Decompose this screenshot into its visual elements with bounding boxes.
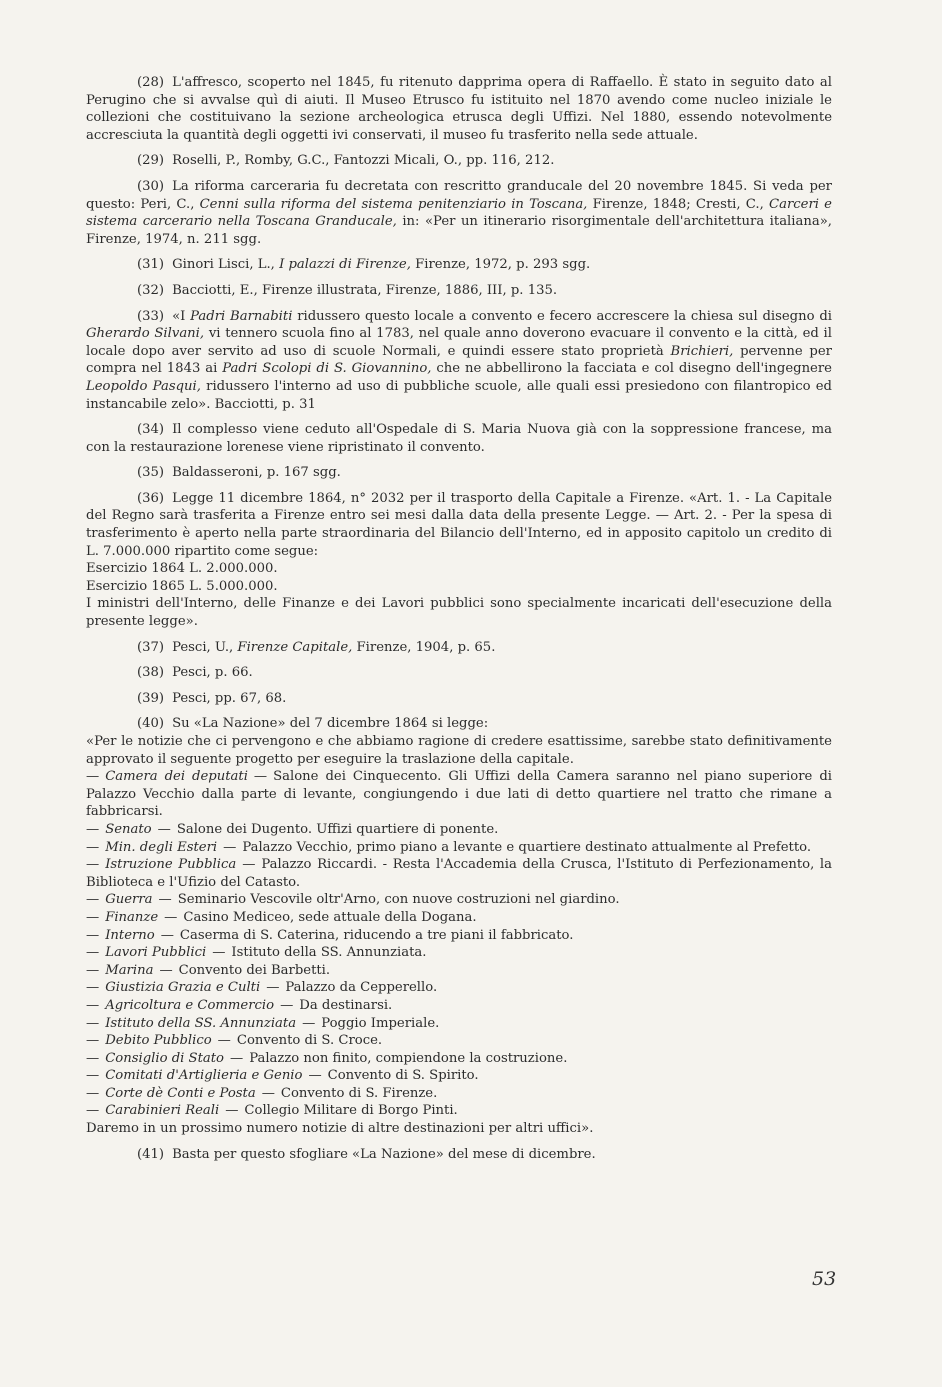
- ministry-destination: Salone dei Cinquecento. Gli Uffizi della Camera saranno nel piano superiore di Palazzo Vecchio dalla parte di levante, congiungendo i due lati di detto quartiere nel tratto che rimane a fabbricarsi.: [86, 769, 832, 820]
- dash-mark: —: [86, 1015, 100, 1031]
- ministry-name: Giustizia Grazia e Culti: [105, 980, 261, 996]
- ministry-name: Senato: [105, 821, 152, 837]
- dash-mark: —: [159, 962, 173, 978]
- dash-mark: —: [86, 927, 100, 943]
- ministry-destination: Poggio Imperiale.: [321, 1015, 440, 1031]
- footnote-38: (38) Pesci, p. 66.: [137, 665, 253, 681]
- ministry-destination: Seminario Vescovile oltr'Arno, con nuove costruzioni nel giardino.: [177, 892, 620, 908]
- ministry-destination: Istituto della SS. Annunziata.: [231, 945, 427, 961]
- title-cenni-sulla-riforma: Cenni sulla riforma del sistema penitenziario in Toscana,: [199, 196, 588, 212]
- ministry-list-item: [86, 927, 832, 945]
- dash-mark: —: [86, 821, 100, 837]
- ministry-list: [86, 768, 832, 1120]
- ministry-destination: Convento di S. Firenze.: [280, 1085, 438, 1101]
- ministry-list-item: [86, 839, 832, 857]
- ministry-list-item: [86, 1032, 832, 1050]
- ministry-list-item: [86, 768, 832, 821]
- footnote-28: (28) L'affresco, scoperto nel 1845, fu ritenuto dapprima opera di Raffaello. È stato in seguito dato al Perugino che si avvalse quì di aiuti. Il Museo Etrusco fu istituito nel 1870 avendo come nucleo iniziale le collezioni che costituivano la sezione archeologica etrusca degli Uffizi. Nel 1880, essendo notevolmente accresciuta la quantità degli oggetti ivi conservati, il museo fu trasferito nella sede attuale.: [86, 75, 832, 143]
- ministry-destination: Palazzo Riccardi. - Resta l'Accademia della Crusca, l'Istituto di Perfezionamento, la Biblioteca e l'Ufizio del Catasto.: [86, 857, 832, 890]
- dash-mark: —: [308, 1068, 322, 1084]
- dash-mark: —: [158, 892, 172, 908]
- ministry-name: Istituto della SS. Annunziata: [105, 1015, 297, 1031]
- footnote-41: (41) Basta per questo sfogliare «La Nazione» del mese di dicembre.: [137, 1146, 596, 1162]
- ministry-list-item: [86, 1015, 832, 1033]
- ministry-list-item: [86, 891, 832, 909]
- footnote-40-intro: «Per le notizie che ci pervengono e che abbiamo ragione di credere esattissime, sarebbe stato definitivamente approvato il seguente progetto per eseguire la traslazione della capitale.: [86, 734, 832, 767]
- ministry-name: Comitati d'Artiglieria e Genio: [105, 1068, 303, 1084]
- ministry-destination: Palazzo non finito, compiendone la costruzione.: [249, 1050, 568, 1066]
- ministry-list-item: [86, 856, 832, 891]
- dash-mark: —: [86, 1050, 100, 1066]
- dash-mark: —: [223, 839, 237, 855]
- footnotes-page: [86, 74, 832, 1171]
- ministry-list-item: [86, 1085, 832, 1103]
- dash-mark: —: [86, 909, 100, 925]
- dash-mark: —: [86, 892, 100, 908]
- ministry-name: Carabinieri Reali: [105, 1103, 220, 1119]
- ministry-destination: Palazzo da Cepperello.: [285, 980, 438, 996]
- footnote-40-closing: Daremo in un prossimo numero notizie di altre destinazioni per altri uffici».: [86, 1121, 594, 1137]
- footnote-30: (30) La riforma carceraria fu decretata con rescritto granducale del 20 novembre 1845. Si veda per questo: Peri, C., Cenni sulla riforma del sistema penitenziario in Toscana, Firenze, 1848; Cresti, C., Carceri e sistema carcerario nella Toscana Granducale, in: «Per un itinerario risorgimentale dell'architettura italiana», Firenze, 1974, n. 211 sgg.: [86, 178, 832, 247]
- dash-mark: —: [230, 1050, 244, 1066]
- dash-mark: —: [86, 1103, 100, 1119]
- footnote-33: (33) «I Padri Barnabiti ridussero questo locale a convento e fecero accrescere la chiesa sul disegno di Gherardo Silvani, vi tennero scuola fino al 1783, nel quale anno doverono evacuare il convento e la città, ed il locale dopo aver servito ad uso di scuole Normali, e quindi essere stato proprietà Brichieri, pervenne per compra nel 1843 ai Padri Scolopi di S. Giovannino, che ne abbellirono la facciata e col disegno dell'ingegnere Leopoldo Pasqui, ridussero l'interno ad uso di pubbliche scuole, alle quali essi presiedono con filantropico ed instancabile zelo». Bacciotti, p. 31: [86, 308, 832, 412]
- footnote-35: (35) Baldasseroni, p. 167 sgg.: [137, 465, 341, 481]
- dash-mark: —: [86, 857, 100, 873]
- page-number: 53: [812, 1268, 837, 1290]
- ministry-name: Debito Pubblico: [105, 1033, 212, 1049]
- footnote-34: (34) Il complesso viene ceduto all'Ospedale di S. Maria Nuova già con la soppressione francese, ma con la restaurazione lorenese viene ripristinato il convento.: [86, 422, 832, 455]
- ministry-destination: Salone dei Dugento. Uffizi quartiere di ponente.: [176, 821, 499, 837]
- dash-mark: —: [242, 857, 256, 873]
- ministry-name: Marina: [105, 962, 154, 978]
- ministry-destination: Palazzo Vecchio, primo piano a levante e quartiere destinato attualmente al Prefetto.: [242, 839, 812, 855]
- dash-mark: —: [86, 997, 100, 1013]
- ministry-name: Guerra: [105, 892, 153, 908]
- ministry-list-item: [86, 1067, 832, 1085]
- ministry-list-item: [86, 821, 832, 839]
- ministry-name: Corte dè Conti e Posta: [105, 1085, 256, 1101]
- ministry-list-item: [86, 997, 832, 1015]
- title-carceri-e-sistema: Carceri e sistema carcerario nella Toscana Granducale,: [86, 196, 832, 230]
- dash-mark: —: [160, 927, 174, 943]
- footnote-36: (36) Legge 11 dicembre 1864, n° 2032 per il trasporto della Capitale a Firenze. «Art. 1. - La Capitale del Regno sarà trasferita a Firenze entro sei mesi dalla data della presente Legge. — Art. 2. - Per la spesa di trasferimento è aperto nella parte straordinaria del Bilancio dell'Interno, ed in apposito capitolo un credito di L. 7.000.000 ripartito come segue: Esercizio 1864 L. 2.000.000. Esercizio 1865 L. 5.000.000. I ministri dell'Interno, delle Finanze e dei Lavori pubblici sono specialmente incaricati dell'esecuzione della presente legge».: [86, 490, 832, 630]
- footnote-31: (31) Ginori Lisci, L., I palazzi di Firenze, Firenze, 1972, p. 293 sgg.: [137, 257, 591, 273]
- dash-mark: —: [86, 1033, 100, 1049]
- ministry-name: Istruzione Pubblica: [105, 857, 237, 873]
- footnote-40: (40) Su «La Nazione» del 7 dicembre 1864 si legge: «Per le notizie che ci pervengono e che abbiamo ragione di credere esattissime, sarebbe stato definitivamente approvato il seguente progetto per eseguire la traslazione della capitale. — Camera dei deputati — Salone dei Cinquecento. Gli Uffizi della Camera saranno nel piano superiore di Palazzo Vecchio dalla parte di levante, congiungendo i due lati di detto quartiere nel tratto che rimane a fabbricarsi. — Senato — Salone dei Dugento. Uffizi quartiere di ponente. — Min. degli Esteri — Palazzo Vecchio, primo piano a levante e quartiere destinato attualmente al Prefetto. — Istruzione Pubblica — Palazzo Riccardi. - Resta l'Accademia della Crusca, l'Istituto di Perfezionamento, la Biblioteca e l'Ufizio del Catasto. — Guerra — Seminario Vescovile oltr'Arno, con nuove costruzioni nel giardino. — Finanze — Casino Mediceo, sede attuale della Dogana. — Interno — Caserma di S. Caterina, riducendo a tre piani il fabbricato. — Lavori Pubblici — Istituto della SS. Annunziata. — Marina — Convento dei Barbetti. — Giustizia Grazia e Culti — Palazzo da Cepperello. — Agricoltura e Commercio — Da destinarsi. — Istituto della SS. Annunziata — Poggio Imperiale. — Debito Pubblico — Convento di S. Croce. — Consiglio di Stato — Palazzo non finito, compiendone la costruzione. — Comitati d'Artiglieria e Genio — Convento di S. Spirito. — Corte dè Conti e Posta — Convento di S. Firenze. — Carabinieri Reali — Collegio Militare di Borgo Pinti. Daremo in un prossimo numero notizie di altre destinazioni per altri uffici».: [86, 716, 832, 1137]
- dash-mark: —: [225, 1103, 239, 1119]
- ministry-list-item: [86, 909, 832, 927]
- budget-line-1865: Esercizio 1865 L. 5.000.000.: [86, 578, 278, 594]
- ministry-destination: Convento di S. Spirito.: [327, 1068, 479, 1084]
- dash-mark: —: [86, 962, 100, 978]
- title-firenze-capitale: Firenze Capitale,: [237, 639, 353, 655]
- dash-mark: —: [86, 769, 100, 785]
- dash-mark: —: [164, 909, 178, 925]
- ministry-name: Agricoltura e Commercio: [105, 997, 275, 1013]
- footnote-32: (32) Bacciotti, E., Firenze illustrata, Firenze, 1886, III, p. 135.: [137, 282, 558, 298]
- ministry-name: Consiglio di Stato: [105, 1050, 224, 1066]
- ministry-destination: Convento di S. Croce.: [236, 1033, 383, 1049]
- footnote-37: (37) Pesci, U., Firenze Capitale, Firenze, 1904, p. 65.: [137, 639, 496, 655]
- ministry-name: Min. degli Esteri: [105, 839, 218, 855]
- ministry-list-item: [86, 979, 832, 997]
- footnote-39: (39) Pesci, pp. 67, 68.: [137, 690, 287, 706]
- ministry-name: Finanze: [105, 909, 159, 925]
- ministry-list-item: [86, 1102, 832, 1120]
- footnote-29: (29) Roselli, P., Romby, G.C., Fantozzi Micali, O., pp. 116, 212.: [137, 153, 555, 169]
- ministry-list-item: [86, 962, 832, 980]
- dash-mark: —: [86, 980, 100, 996]
- dash-mark: —: [261, 1085, 275, 1101]
- title-palazzi-di-firenze: I palazzi di Firenze,: [279, 257, 411, 273]
- ministry-name: Lavori Pubblici: [105, 945, 207, 961]
- dash-mark: —: [86, 839, 100, 855]
- dash-mark: —: [86, 1085, 100, 1101]
- dash-mark: —: [86, 945, 100, 961]
- ministry-name: Interno: [105, 927, 155, 943]
- ministry-destination: Convento dei Barbetti.: [178, 962, 331, 978]
- dash-mark: —: [280, 997, 294, 1013]
- ministry-destination: Casino Mediceo, sede attuale della Dogana.: [183, 909, 477, 925]
- dash-mark: —: [302, 1015, 316, 1031]
- dash-mark: —: [212, 945, 226, 961]
- ministry-destination: Da destinarsi.: [299, 997, 393, 1013]
- ministers-line: I ministri dell'Interno, delle Finanze e dei Lavori pubblici sono specialmente incaricati dell'esecuzione della presente legge».: [86, 596, 832, 630]
- ministry-list-item: [86, 1050, 832, 1068]
- dash-mark: —: [266, 980, 280, 996]
- dash-mark: —: [157, 821, 171, 837]
- ministry-name: Camera dei deputati: [105, 769, 248, 785]
- ministry-destination: Collegio Militare di Borgo Pinti.: [244, 1103, 458, 1119]
- dash-mark: —: [217, 1033, 231, 1049]
- budget-line-1864: Esercizio 1864 L. 2.000.000.: [86, 561, 278, 577]
- ministry-destination: Caserma di S. Caterina, riducendo a tre piani il fabbricato.: [179, 927, 574, 943]
- ministry-list-item: [86, 944, 832, 962]
- dash-mark: —: [253, 769, 268, 785]
- dash-mark: —: [86, 1068, 100, 1084]
